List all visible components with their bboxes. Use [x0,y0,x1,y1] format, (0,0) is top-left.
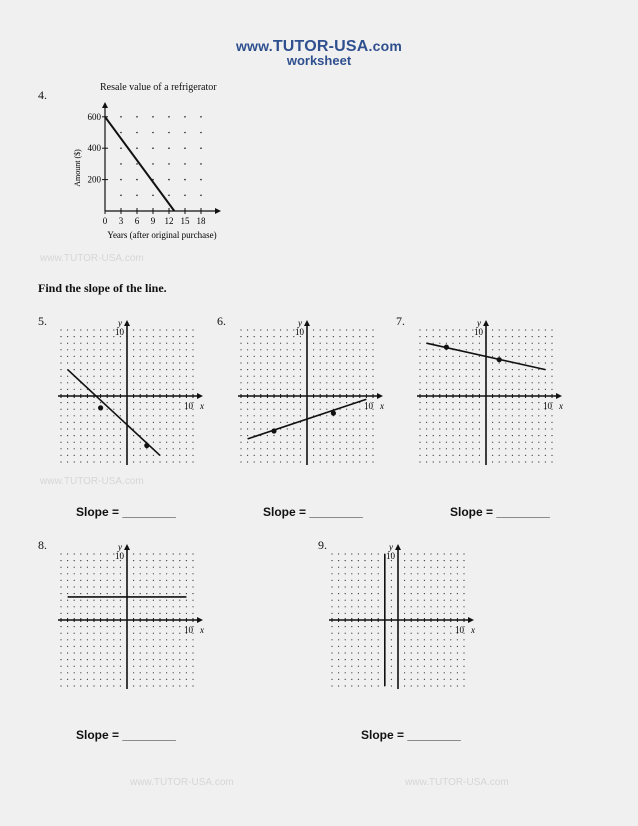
x-axis-arrow [377,393,383,399]
y-tick-label: 10 [386,551,395,561]
slope-answer-6: Slope = ________ [263,505,363,519]
x-tick-label: 3 [118,216,124,226]
grid-5 [58,318,204,465]
line-point [144,443,149,448]
y-tick-label: 600 [87,111,101,122]
y-axis-label: y [118,542,122,552]
y-tick-label: 10 [115,551,124,561]
line-point [271,428,276,433]
x-axis-label: x [380,401,384,411]
x-axis-label: Years (after original purchase) [107,230,217,240]
y-tick-label: 400 [87,143,101,154]
x-axis-arrow [556,393,562,399]
y-tick-label: 10 [115,327,124,337]
x-tick-label: 10 [543,401,552,411]
watermark: www.TUTOR-USA.com [130,777,234,788]
y-tick-label: 10 [295,327,304,337]
chart-title: Resale value of a refrigerator [100,82,217,93]
x-axis-label: x [471,625,475,635]
x-axis-arrow [468,617,474,623]
x-tick-label: 0 [102,216,108,226]
y-axis-arrow [483,320,489,326]
question-7-number: 7. [396,314,405,328]
line-point [444,345,449,350]
slope-answer-8: Slope = ________ [76,728,176,742]
x-tick-label: 10 [364,401,373,411]
y-tick-label: 200 [87,174,101,185]
instruction-text: Find the slope of the line. [38,281,167,295]
question-4-number: 4. [38,88,47,102]
y-axis-arrow [395,544,401,550]
y-axis-label: y [118,318,122,328]
y-tick-label: 10 [474,327,483,337]
x-tick-label: 18 [196,216,206,226]
x-axis-label: x [559,401,563,411]
x-tick-label: 10 [184,401,193,411]
question-5-number: 5. [38,314,47,328]
slope-answer-7: Slope = ________ [450,505,550,519]
header-subtitle: worksheet [286,53,352,68]
question-9-number: 9. [318,538,327,552]
y-axis-arrow [124,544,130,550]
x-axis-arrow [197,393,203,399]
watermark: www.TUTOR-USA.com [40,476,144,487]
slope-answer-9: Slope = ________ [361,728,461,742]
grid-9 [329,542,475,689]
grid-6 [238,318,384,465]
x-axis-label: x [200,401,204,411]
site-brand: TUTOR-USA [272,38,369,55]
x-axis-arrow [197,617,203,623]
question-6-number: 6. [217,314,226,328]
slope-answer-5: Slope = ________ [76,505,176,519]
grid-8 [58,542,204,689]
line-point [98,405,103,410]
y-axis-label: y [298,318,302,328]
x-tick-label: 9 [150,216,156,226]
x-tick-label: 6 [134,216,140,226]
y-axis-label: y [477,318,481,328]
y-axis-label: Amount ($) [73,149,82,187]
line-point [331,411,336,416]
watermark: www.TUTOR-USA.com [405,777,509,788]
line-point [497,357,502,362]
site-suffix: .com [368,38,403,54]
y-axis-arrow [124,320,130,326]
site-prefix: www. [235,38,273,54]
x-tick-label: 10 [455,625,464,635]
question-8-number: 8. [38,538,47,552]
watermark: www.TUTOR-USA.com [40,253,144,264]
x-tick-label: 12 [164,216,174,226]
x-axis-label: x [200,625,204,635]
x-tick-label: 10 [184,625,193,635]
grid-7 [417,318,563,465]
y-axis-arrow [304,320,310,326]
y-axis-label: y [389,542,393,552]
x-tick-label: 15 [180,216,190,226]
